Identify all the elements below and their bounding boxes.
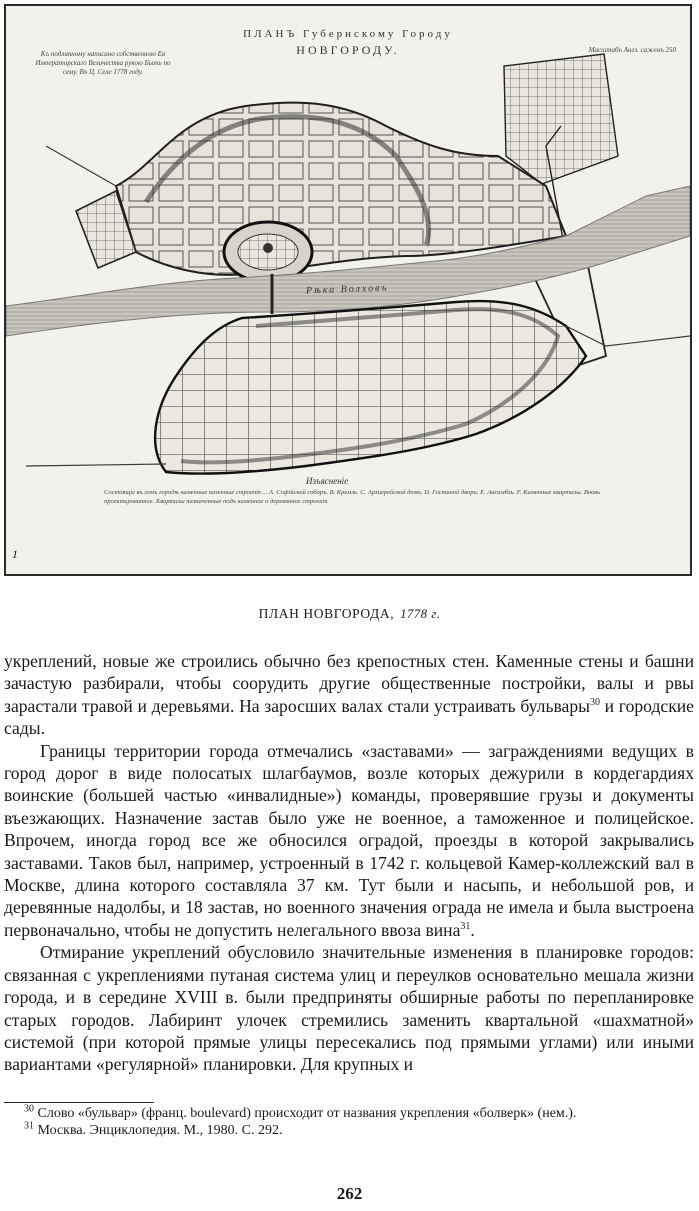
figure-caption bbox=[0, 606, 699, 622]
footnote-ref-30: 30 bbox=[589, 696, 600, 708]
body-text bbox=[4, 650, 694, 1076]
paragraph-2-end: . bbox=[470, 919, 475, 940]
caption-year: 1778 г. bbox=[400, 607, 441, 621]
paragraph-1-end: и городские сады. bbox=[4, 695, 694, 739]
footnote-31 bbox=[4, 1122, 694, 1139]
paragraph-3: Отмирание укреплений обусловило значительные изменения в планировке городов: связанная с укреплениями путаная система улиц и переулков основательно мешала жизни города, и в середине XVIII в. были предприняты обширные работы по перепланировке старых городов. Лабиринт улочек стремились заменить квартальной «шахматной» системой (при которой прямые улицы пересекались под прямыми углами) или иными вариантами «регулярной» планировки. Для крупных и bbox=[4, 942, 694, 1075]
paragraph-1-text: укреплений, новые же строились обычно без крепостных стен. Каменные стены и башни зачастую разбирали, чтобы соорудить другие общественные постройки, валы и рвы зарастали травой и деревьями. На заросших валах стали устраивать бульвары bbox=[4, 651, 694, 716]
footnotes bbox=[4, 1105, 694, 1139]
footnote-30-number: 30 bbox=[24, 1103, 34, 1115]
paragraph-2-text: Границы территории города отмечались «заставами» — заграждениями ведущих в город дорог в виде полосатых шлагбаумов, возле которых дежурили в кордегардиях воинские (большей частью «инвалидные») команды, проверявшие грузы и документы въезжающих. Назначение застав было уже не военное, а таможенное и полицейское. Впрочем, иногда город все же обносился оградой, проезды в которой закрывались заставами. Таков был, например, устроенный в 1742 г. кольцевой Камер-коллежский вал в Москве, длина которого составляла 37 км. Тут были и насыпь, и небольшой ров, и деревянные надолбы, и 18 застав, но военного значения ограда не имела и была выстроена первоначально, чтобы не допустить нелегального ввоза вина bbox=[4, 740, 694, 940]
footnote-31-number: 31 bbox=[24, 1120, 34, 1132]
city-plan-map bbox=[4, 4, 692, 576]
map-title-line2: НОВГОРОДУ. bbox=[296, 43, 400, 57]
map-dedication: Къ подлинному написано собственною Ея Императорскаго Величества рукою Быть по сему. Въ Ц. Селе 1778 году. bbox=[35, 50, 171, 76]
map-title-line1: ПЛАНЪ Губернскому Городу bbox=[243, 28, 453, 40]
page-number: 262 bbox=[336, 1184, 363, 1203]
map-legend-title: Изъясненіе bbox=[306, 476, 349, 486]
caption-title: ПЛАН НОВГОРОДА, bbox=[258, 606, 395, 621]
footnote-30 bbox=[4, 1105, 694, 1122]
paragraph-2 bbox=[4, 740, 694, 942]
footnote-30-text: Слово «бульвар» (франц. boulevard) происходит от названия укрепления «болверк» (нем.). bbox=[34, 1106, 577, 1121]
map-river-label: Рѣка Волховъ bbox=[305, 282, 389, 297]
map-legend: Состоящіе въ семъ городѣ каменные казенные строенія ... А. Софійской соборъ. В. Кремль. С. Архиерейской домъ. D. Гостиной дворъ. Е. Ансамбль. F. Каменные кварталы. Вновь проектированное. Кварталы назначенные подъ каменное и деревянное строенія. bbox=[104, 489, 601, 505]
paragraph-1 bbox=[4, 650, 694, 740]
map-corner-mark: 1 bbox=[12, 547, 18, 561]
map-scale-note: Масштабъ Англ. саженъ 250 bbox=[588, 46, 676, 54]
footnote-ref-31: 31 bbox=[460, 921, 471, 933]
footnote-31-text: Москва. Энциклопедия. М., 1980. С. 292. bbox=[34, 1123, 283, 1138]
